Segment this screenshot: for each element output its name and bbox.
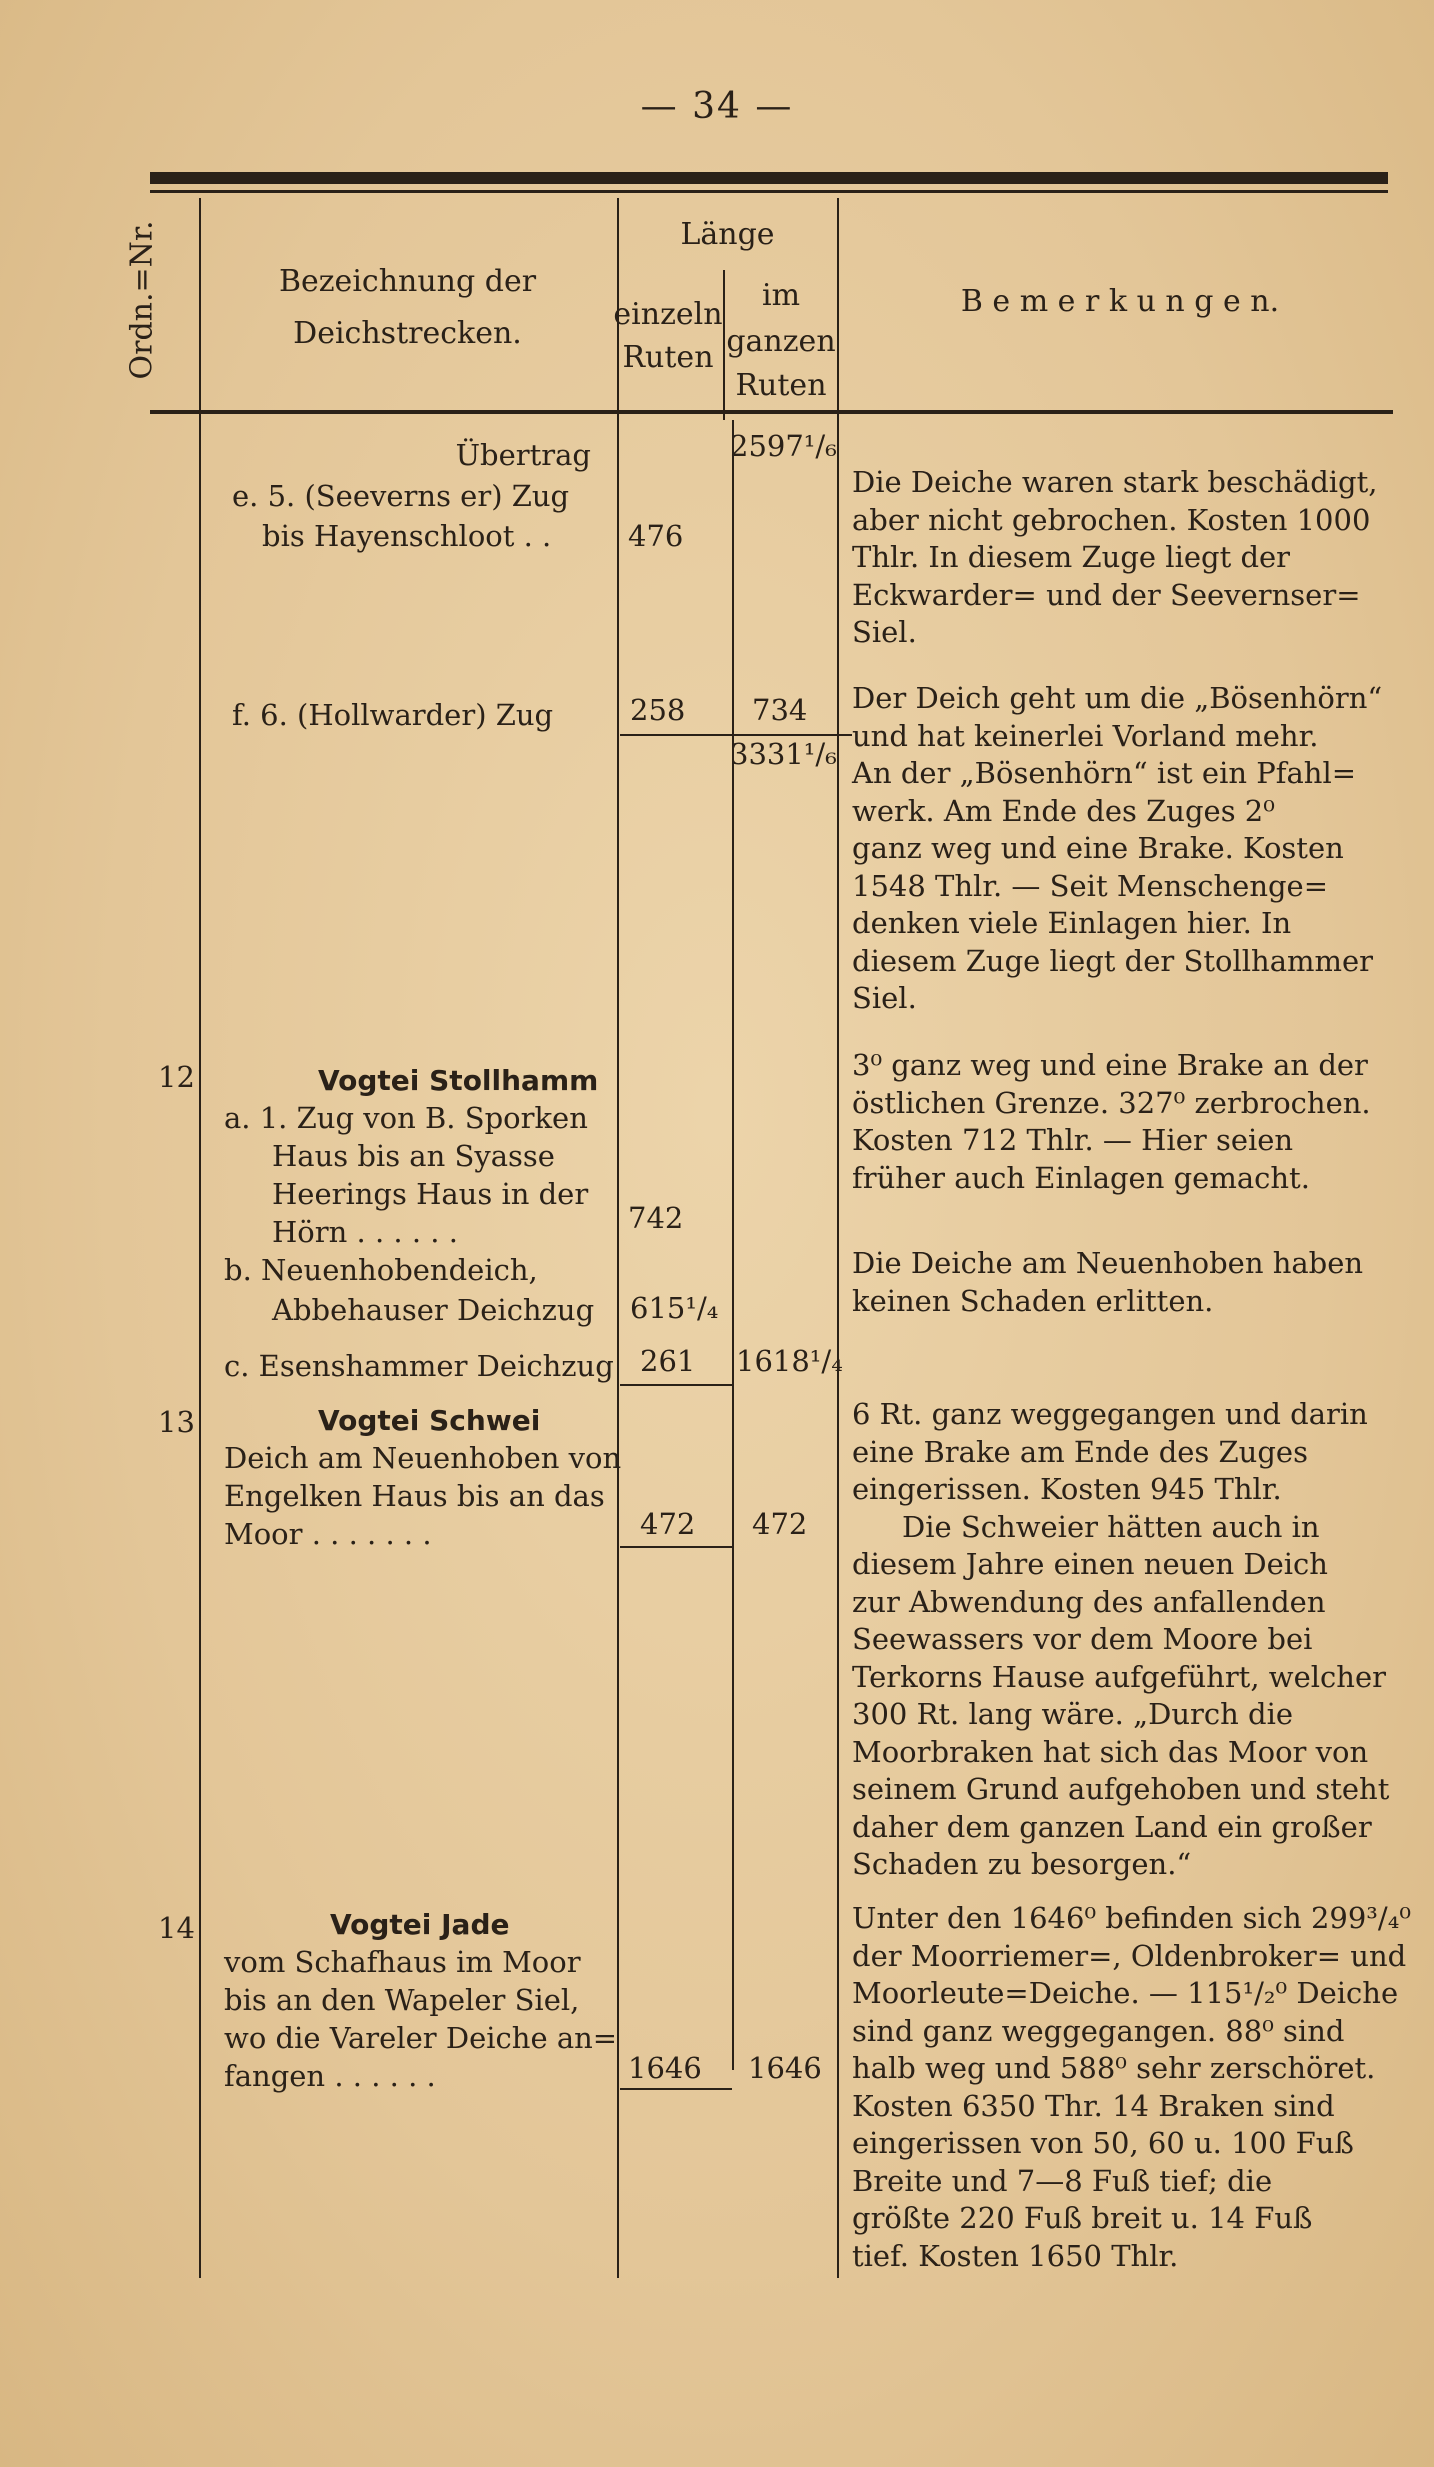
v12-c-einzeln: 261 <box>640 1344 696 1378</box>
f6-desc: f. 6. (Hollwarder) Zug <box>232 698 554 732</box>
v12-b-remarks: Die Deiche am Neuenhoben haben keinen Schaden erlitten. <box>852 1246 1364 1318</box>
page-number: — 34 — <box>640 86 794 127</box>
v14-nr: 14 <box>158 1911 195 1945</box>
uebertrag-ganzen: 2597¹/₆ <box>730 429 837 463</box>
v12-c-desc: c. Esenshammer Deichzug <box>224 1349 614 1383</box>
e5-einzeln: 476 <box>628 519 684 553</box>
v14-rule <box>620 2088 732 2090</box>
v13-desc-2: Engelken Haus bis an das <box>224 1479 605 1513</box>
col-line-2 <box>617 198 619 2278</box>
v12-a-desc-1: a. 1. Zug von B. Sporken <box>224 1101 588 1135</box>
v14-desc-3: wo die Vareler Deiche an= <box>224 2021 618 2055</box>
header-ganzen-3: Ruten <box>735 368 827 403</box>
v12-a-remarks: 3⁰ ganz weg und eine Brake an der östlichen Grenze. 327⁰ zerbrochen. Kosten 712 Thlr. — Hier seien früher auch Einlagen gemacht. <box>852 1048 1371 1195</box>
v13-remarks: 6 Rt. ganz weggegangen und darin eine Brake am Ende des Zuges eingerissen. Kosten 945 Thlr. Die Schweier hätten auch in diesem Jahre einen neuen Deich zur Abwendung des anfallenden Seewassers vor dem Moore bei Terkorns Hause aufgeführt, welcher 300 Rt. lang wäre. „Durch die Moorbraken hat sich das Moor von seinem Grund aufgehoben und steht daher dem ganzen Land ein großer Schaden zu besorgen.“ <box>852 1397 1390 1881</box>
header-ganzen-2: ganzen <box>726 324 836 359</box>
f6-ganzen: 734 <box>752 693 808 727</box>
v12-a-desc-2: Haus bis an Syasse <box>272 1139 555 1173</box>
v13-desc-1: Deich am Neuenhoben von <box>224 1441 622 1475</box>
f6-einzeln: 258 <box>630 693 686 727</box>
header-designation-1: Bezeichnung der <box>278 264 537 299</box>
v14-desc-1: vom Schafhaus im Moor <box>224 1945 581 1979</box>
v12-nr: 12 <box>158 1060 195 1094</box>
v13-title: Vogtei Schwei <box>318 1404 541 1437</box>
col-line-4 <box>837 198 839 2278</box>
e5-desc-1: e. 5. (Seeverns er) Zug <box>232 479 570 513</box>
header-nr: Ordn.=Nr. <box>124 220 160 380</box>
v12-a-desc-4: Hörn . . . . . . <box>272 1215 458 1249</box>
v13-ganzen: 472 <box>752 1507 808 1541</box>
v13-rule <box>620 1546 732 1548</box>
v14-desc-2: bis an den Wapeler Siel, <box>224 1983 580 2017</box>
col-line-3b <box>732 420 734 2070</box>
uebertrag-label: Übertrag <box>455 438 591 472</box>
v12-b-desc-1: b. Neuenhobendeich, <box>224 1253 538 1287</box>
v14-remarks: Unter den 1646⁰ befinden sich 299³/₄⁰ der Moorriemer=, Oldenbroker= und Moorleute=Deiche. — 115¹/₂⁰ Deiche sind ganz weggegangen. 88⁰ sind halb weg und 588⁰ sehr zerschöret. Kosten 6350 Thr. 14 Braken sind eingerissen von 50, 60 u. 100 Fuß Breite und 7—8 Fuß tief; die größte 220 Fuß breit u. 14 Fuß tief. Kosten 1650 Thlr. <box>852 1901 1411 2273</box>
v12-b-einzeln: 615¹/₄ <box>630 1291 719 1325</box>
v12-c-rule <box>620 1384 732 1386</box>
v14-title: Vogtei Jade <box>330 1908 510 1941</box>
v12-title: Vogtei Stollhamm <box>318 1064 599 1097</box>
v13-einzeln: 472 <box>640 1507 696 1541</box>
header-designation-2: Deichstrecken. <box>293 316 522 351</box>
f6-sum: 3331¹/₆ <box>730 737 837 771</box>
v13-nr: 13 <box>158 1405 195 1439</box>
top-rule <box>150 172 1388 184</box>
v13-desc-3: Moor . . . . . . . <box>224 1517 432 1551</box>
header-bemerkungen: B e m e r k u n g e n. <box>960 284 1280 319</box>
e5-desc-2: bis Hayenschloot . . <box>262 519 552 553</box>
v12-a-einzeln: 742 <box>628 1201 684 1235</box>
v14-ganzen: 1646 <box>748 2051 822 2085</box>
v14-desc-4: fangen . . . . . . <box>224 2059 436 2093</box>
header-rule <box>150 410 1393 414</box>
col-line-1 <box>199 198 201 2278</box>
v12-c-ganzen: 1618¹/₄ <box>736 1344 843 1378</box>
header-einzeln-1: einzeln <box>613 297 723 332</box>
v12-a-desc-3: Heerings Haus in der <box>272 1177 589 1211</box>
e5-remarks: Die Deiche waren stark beschädigt, aber nicht gebrochen. Kosten 1000 Thlr. In diesem Zuge liegt der Eckwarder= und der Seevernser= Siel. <box>852 465 1378 649</box>
header-laenge: Länge <box>680 217 775 252</box>
f6-remarks: Der Deich geht um die „Bösenhörn“ und hat keinerlei Vorland mehr. An der „Bösenhörn“ ist ein Pfahl= werk. Am Ende des Zuges 2⁰ ganz weg und eine Brake. Kosten 1548 Thlr. — Seit Menschenge= denken viele Einlagen hier. In diesem Zuge liegt der Stollhammer Siel. <box>852 681 1383 1015</box>
header-einzeln-2: Ruten <box>622 340 714 375</box>
v12-b-desc-2: Abbehauser Deichzug <box>272 1293 595 1327</box>
header-ganzen-1: im <box>761 278 801 313</box>
top-rule-thin <box>150 190 1388 193</box>
v14-einzeln: 1646 <box>628 2051 702 2085</box>
